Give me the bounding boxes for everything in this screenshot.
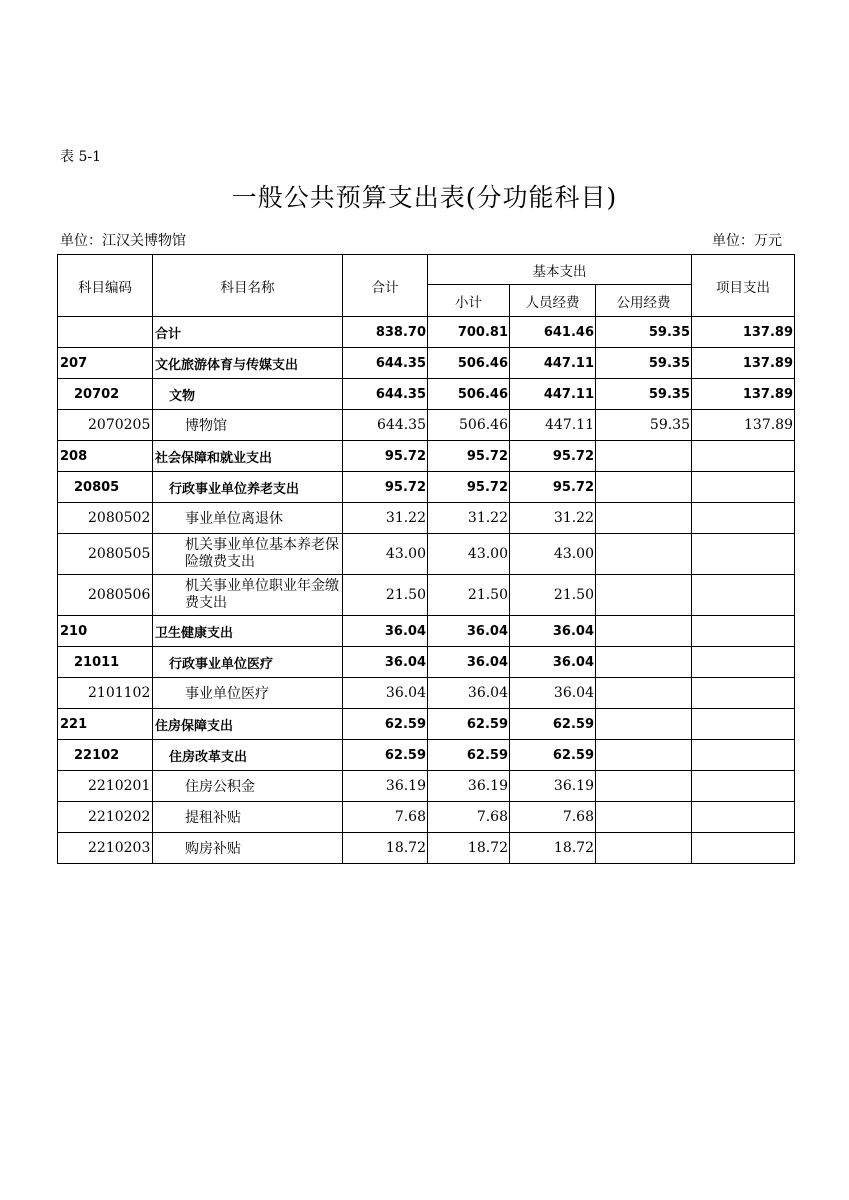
cell-subtotal: 95.72	[428, 441, 510, 472]
cell-name: 机关事业单位职业年金缴费支出	[153, 575, 343, 616]
table-row	[58, 534, 795, 575]
cell-project	[692, 647, 795, 678]
cell-name: 文化旅游体育与传媒支出	[153, 348, 343, 379]
cell-subtotal: 506.46	[428, 348, 510, 379]
cell-personnel: 62.59	[510, 740, 596, 771]
cell-code: 2210203	[58, 833, 153, 864]
cell-name: 博物馆	[153, 410, 343, 441]
cell-code: 2080506	[58, 575, 153, 616]
header-subtotal: 小计	[428, 285, 510, 317]
header-public: 公用经费	[596, 285, 692, 317]
cell-total: 36.04	[343, 678, 428, 709]
cell-name: 事业单位离退休	[153, 503, 343, 534]
cell-subtotal: 506.46	[428, 379, 510, 410]
cell-total: 838.70	[343, 317, 428, 348]
cell-public	[596, 771, 692, 802]
cell-code: 207	[58, 348, 153, 379]
cell-subtotal: 36.04	[428, 616, 510, 647]
cell-subtotal: 31.22	[428, 503, 510, 534]
cell-personnel: 447.11	[510, 348, 596, 379]
cell-subtotal: 36.04	[428, 647, 510, 678]
cell-total: 62.59	[343, 740, 428, 771]
cell-subtotal: 18.72	[428, 833, 510, 864]
cell-total: 644.35	[343, 410, 428, 441]
table-row	[58, 472, 795, 503]
cell-public: 59.35	[596, 317, 692, 348]
cell-public	[596, 678, 692, 709]
table-row	[58, 410, 795, 441]
cell-total: 644.35	[343, 379, 428, 410]
unit-currency: 单位：万元	[712, 233, 782, 249]
cell-personnel: 21.50	[510, 575, 596, 616]
cell-public	[596, 833, 692, 864]
cell-subtotal: 43.00	[428, 534, 510, 575]
header-total: 合计	[343, 255, 428, 317]
table-row	[58, 379, 795, 410]
header-name: 科目名称	[153, 255, 343, 317]
cell-public: 59.35	[596, 379, 692, 410]
table-row	[58, 441, 795, 472]
cell-total: 7.68	[343, 802, 428, 833]
page-title: 一般公共预算支出表(分功能科目)	[231, 183, 618, 212]
cell-name: 行政事业单位养老支出	[153, 472, 343, 503]
cell-project: 137.89	[692, 317, 795, 348]
cell-total: 36.04	[343, 647, 428, 678]
cell-code: 22102	[58, 740, 153, 771]
cell-project	[692, 534, 795, 575]
cell-name: 文物	[153, 379, 343, 410]
cell-name: 住房公积金	[153, 771, 343, 802]
cell-personnel: 36.04	[510, 616, 596, 647]
cell-name: 机关事业单位基本养老保险缴费支出	[153, 534, 343, 575]
cell-project	[692, 616, 795, 647]
cell-project	[692, 575, 795, 616]
cell-subtotal: 62.59	[428, 740, 510, 771]
cell-code: 21011	[58, 647, 153, 678]
table-row	[58, 348, 795, 379]
cell-total: 62.59	[343, 709, 428, 740]
cell-total: 644.35	[343, 348, 428, 379]
cell-code: 20702	[58, 379, 153, 410]
cell-public	[596, 503, 692, 534]
cell-subtotal: 7.68	[428, 802, 510, 833]
cell-code: 210	[58, 616, 153, 647]
cell-personnel: 447.11	[510, 379, 596, 410]
cell-project	[692, 740, 795, 771]
cell-personnel: 31.22	[510, 503, 596, 534]
cell-personnel: 43.00	[510, 534, 596, 575]
cell-personnel: 641.46	[510, 317, 596, 348]
unit-organization: 单位：江汉关博物馆	[60, 233, 186, 249]
cell-personnel: 7.68	[510, 802, 596, 833]
cell-name: 提租补贴	[153, 802, 343, 833]
header-basic: 基本支出	[428, 255, 692, 285]
cell-project: 137.89	[692, 379, 795, 410]
table-row	[58, 503, 795, 534]
cell-subtotal: 36.04	[428, 678, 510, 709]
table-row	[58, 771, 795, 802]
cell-public: 59.35	[596, 348, 692, 379]
cell-personnel: 95.72	[510, 441, 596, 472]
cell-project	[692, 472, 795, 503]
table-row	[58, 616, 795, 647]
cell-public	[596, 740, 692, 771]
header-project: 项目支出	[692, 255, 795, 317]
cell-personnel: 95.72	[510, 472, 596, 503]
cell-subtotal: 62.59	[428, 709, 510, 740]
cell-code: 2210201	[58, 771, 153, 802]
table-row	[58, 678, 795, 709]
table-number: 表 5-1	[60, 149, 101, 165]
table-row	[58, 740, 795, 771]
cell-name: 住房保障支出	[153, 709, 343, 740]
cell-total: 36.19	[343, 771, 428, 802]
cell-total: 31.22	[343, 503, 428, 534]
cell-personnel: 62.59	[510, 709, 596, 740]
cell-code: 2070205	[58, 410, 153, 441]
table-row	[58, 833, 795, 864]
cell-subtotal: 36.19	[428, 771, 510, 802]
cell-project	[692, 503, 795, 534]
cell-code: 221	[58, 709, 153, 740]
cell-project	[692, 441, 795, 472]
cell-public	[596, 575, 692, 616]
cell-name: 购房补贴	[153, 833, 343, 864]
cell-code: 2080502	[58, 503, 153, 534]
cell-public	[596, 441, 692, 472]
cell-name: 住房改革支出	[153, 740, 343, 771]
cell-personnel: 18.72	[510, 833, 596, 864]
cell-project	[692, 802, 795, 833]
cell-public: 59.35	[596, 410, 692, 441]
cell-code: 208	[58, 441, 153, 472]
table-row	[58, 709, 795, 740]
cell-code: 20805	[58, 472, 153, 503]
cell-project	[692, 709, 795, 740]
cell-total: 43.00	[343, 534, 428, 575]
cell-code: 2210202	[58, 802, 153, 833]
budget-table	[57, 254, 795, 864]
cell-project	[692, 678, 795, 709]
cell-total: 21.50	[343, 575, 428, 616]
cell-subtotal: 506.46	[428, 410, 510, 441]
cell-project	[692, 771, 795, 802]
cell-total: 95.72	[343, 472, 428, 503]
cell-project: 137.89	[692, 348, 795, 379]
table-row	[58, 802, 795, 833]
cell-code: 2101102	[58, 678, 153, 709]
cell-code	[58, 317, 153, 348]
cell-name: 事业单位医疗	[153, 678, 343, 709]
cell-name: 社会保障和就业支出	[153, 441, 343, 472]
cell-total: 95.72	[343, 441, 428, 472]
cell-total: 36.04	[343, 616, 428, 647]
cell-name: 卫生健康支出	[153, 616, 343, 647]
cell-public	[596, 709, 692, 740]
cell-subtotal: 700.81	[428, 317, 510, 348]
header-code: 科目编码	[58, 255, 153, 317]
cell-code: 2080505	[58, 534, 153, 575]
cell-public	[596, 802, 692, 833]
cell-public	[596, 472, 692, 503]
cell-name: 合计	[153, 317, 343, 348]
table-row	[58, 317, 795, 348]
cell-public	[596, 616, 692, 647]
cell-personnel: 36.04	[510, 647, 596, 678]
cell-personnel: 36.19	[510, 771, 596, 802]
table-row	[58, 575, 795, 616]
cell-subtotal: 95.72	[428, 472, 510, 503]
cell-total: 18.72	[343, 833, 428, 864]
cell-personnel: 36.04	[510, 678, 596, 709]
cell-public	[596, 647, 692, 678]
cell-subtotal: 21.50	[428, 575, 510, 616]
cell-project	[692, 833, 795, 864]
cell-name: 行政事业单位医疗	[153, 647, 343, 678]
cell-public	[596, 534, 692, 575]
table-row	[58, 647, 795, 678]
cell-personnel: 447.11	[510, 410, 596, 441]
cell-project: 137.89	[692, 410, 795, 441]
header-personnel: 人员经费	[510, 285, 596, 317]
